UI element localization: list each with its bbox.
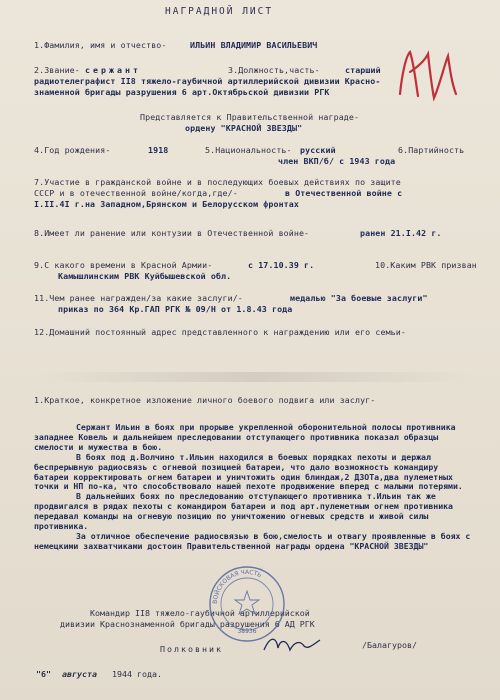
line7-text-a: 7.Участие в гражданской войне и в последующих боевых действиях по защите bbox=[34, 177, 401, 187]
line4-label: 4.Год рождения- bbox=[34, 145, 111, 155]
line11-label: 11.Чем ранее награжден/за какие заслуги/- bbox=[34, 293, 243, 303]
line6-label: 6.Партийность bbox=[398, 145, 465, 155]
line11-value: медалью "За боевые заслуги" bbox=[290, 293, 428, 303]
line3-cont2: знаменной бригады разрушения 6 арт.Октябрьской дивизии РГК bbox=[34, 87, 330, 97]
line4-value: 1918 bbox=[148, 145, 169, 155]
section-feat-label: 1.Краткое, конкретное изложение личного боевого подвига или заслуг- bbox=[34, 395, 376, 405]
line7-value-a: в Отечественной войне с bbox=[285, 188, 403, 198]
order-name: ордену "КРАСНОЙ ЗВЕЗДЫ" bbox=[185, 123, 303, 133]
line5-value: русский bbox=[300, 145, 336, 155]
feat-description bbox=[34, 423, 474, 552]
line10-value: Камышлинским РВК Куйбышевской обл. bbox=[58, 271, 232, 281]
line1-label: 1.Фамилия, имя и отчество- bbox=[34, 40, 167, 50]
line11-value2: приказ по 364 Кр.ГАП РГК № 09/Н от 1.8.43 года bbox=[58, 304, 293, 314]
line10-label: 10.Каким РВК призван bbox=[375, 260, 477, 270]
rank-label: Полковник bbox=[160, 644, 223, 654]
svg-text:ВОЙСКОВАЯ ЧАСТЬ bbox=[212, 569, 263, 604]
line3-cont: радиотелеграфист II8 тяжело-гаубичной артиллерийской дивизии Красно- bbox=[34, 76, 381, 86]
line2-value: сержант bbox=[85, 65, 141, 75]
line6-value: член ВКП/б/ с 1943 года bbox=[278, 156, 396, 166]
line3-label: 3.Должность,часть- bbox=[228, 65, 320, 75]
redacted-strip bbox=[36, 372, 476, 382]
commander-line1: Командир II8 тяжело-гаубичной артиллерийской bbox=[90, 608, 310, 618]
line5-label: 5.Национальность- bbox=[205, 145, 292, 155]
stamp-text: ВОЙСКОВАЯ ЧАСТЬ bbox=[211, 568, 263, 605]
line8-label: 8.Имеет ли ранение или контузии в Отечественной войне- bbox=[34, 228, 310, 238]
red-resolution-mark bbox=[392, 44, 462, 108]
feat-para-2: В боях под д.Волчино т.Ильин находился в боевых порядках пехоты и держал беспрерывную радиосвязь с огневой позицией батареи, что дало возможность командиру батареи корректировать огнем батареи и уничтожить один блиндаж,2 ДЗОТа,два пулеметных точки и НП по-ка, что способствовало нашей пехоте продвижение вперед с малыми потерями. bbox=[34, 451, 463, 492]
line8-value: ранен 21.I.42 г. bbox=[360, 228, 442, 238]
line7-text-b: СССР и в отечественной войне/когда,где/- bbox=[34, 188, 238, 198]
signature-scribble bbox=[262, 632, 322, 658]
doc-title: НАГРАДНОЙ ЛИСТ bbox=[165, 6, 274, 17]
line9-label: 9.С какого времени в Красной Армии- bbox=[34, 260, 213, 270]
feat-para-1: Сержант Ильин в боях при прорыве укрепленной оборонительной полосы противника западнее Ковель и дальнейшем преследовании отступающего противника показал образцы смелости и мужества в бою. bbox=[34, 422, 456, 452]
commander-line2: дивизии Краснознаменной бригады разрушения 6 АД РГК bbox=[60, 619, 315, 629]
date-day: "6" bbox=[36, 669, 51, 679]
line2-label: 2.Звание- bbox=[34, 65, 80, 75]
presented-line: Представляется к Правительственной награде- bbox=[140, 112, 360, 122]
feat-para-3: В дальнейших боях по преследованию отступающего противника т.Ильин так же продвигался в рядах пехоты с командиром батареи и под арт.пулеметным огнем противника передавал команды на огневую позицию по уничтожению огневых средств и живой силы противника. bbox=[34, 491, 453, 532]
stamp-number: 38936 bbox=[237, 628, 257, 635]
date-month: августа bbox=[62, 669, 97, 679]
line3-value: старший bbox=[345, 65, 381, 75]
line7-value-b: I.II.4I г.на Западном,Брянском и Белорусском фронтах bbox=[34, 199, 299, 209]
feat-para-4: За отличное обеспечение радиосвязью в бою,смелость и отвагу проявленные в боях с немецкими захватчиками достоин Правительственной награды ордена "КРАСНОЙ ЗВЕЗДЫ" bbox=[34, 530, 471, 551]
signer-name: /Балагуров/ bbox=[362, 640, 417, 650]
line1-value: ИЛЬИН ВЛАДИМИР ВАСИЛЬЕВИЧ bbox=[190, 40, 318, 50]
line12-label: 12.Домашний постоянный адрес представленного к награждению или его семьи- bbox=[34, 327, 406, 337]
date-year: 1944 года. bbox=[112, 669, 162, 679]
line9-value: с 17.10.39 г. bbox=[248, 260, 315, 270]
